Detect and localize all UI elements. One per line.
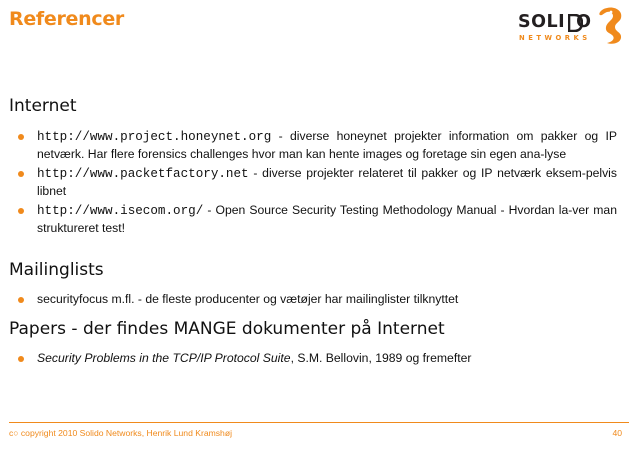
slide-title: Referencer (9, 8, 124, 30)
papers-list (37, 350, 617, 369)
list-item (37, 291, 617, 308)
list-item (37, 202, 617, 237)
logo-tagline: NETWORKS (519, 34, 591, 42)
footer-divider (9, 422, 629, 423)
reference-url[interactable]: http://www.project.honeynet.org (37, 130, 272, 144)
internet-list (37, 128, 617, 239)
bullet-icon (18, 208, 24, 214)
list-item (37, 165, 617, 200)
list-item-text: securityfocus m.fl. - de fleste producenter og vætøjer har mailinglister tilknyttet (37, 292, 459, 306)
bullet-icon (18, 171, 24, 177)
mailinglists-list (37, 291, 617, 310)
paper-title: Security Problems in the TCP/IP Protocol Suite (37, 351, 291, 365)
logo-wordmark: SOLI O (518, 12, 592, 32)
bullet-icon (18, 297, 24, 303)
solido-networks-logo (517, 6, 629, 46)
section-heading-papers: Papers - der findes MANGE dokumenter på Internet (9, 319, 445, 339)
bullet-icon (18, 356, 24, 362)
reference-description: - diverse projekter relateret til pakker og IP netværk eksem-pelvis libnet (37, 166, 617, 198)
logo-d-glyph (568, 14, 583, 32)
list-item (37, 350, 617, 367)
paper-citation: , S.M. Bellovin, 1989 og fremefter (290, 351, 472, 365)
section-heading-internet: Internet (9, 96, 77, 116)
reference-url[interactable]: http://www.isecom.org/ (37, 204, 204, 218)
section-heading-mailinglists: Mailinglists (9, 260, 104, 280)
seahorse-logo-icon (593, 6, 627, 46)
reference-description: - diverse honeynet projekter information om pakker og IP netværk. Har flere forensics challenges hvor man kan hente images og foretage sin egen ana-lyse (37, 129, 617, 161)
reference-description: - Open Source Security Testing Methodology Manual - Hvordan la-ver man struktureret test! (37, 203, 617, 235)
list-item (37, 128, 617, 163)
reference-url[interactable]: http://www.packetfactory.net (37, 167, 249, 181)
page-number: 40 (612, 428, 622, 438)
bullet-icon (18, 134, 24, 140)
footer (9, 428, 622, 438)
footer-copyright: c○ copyright 2010 Solido Networks, Henrik Lund Kramshøj (9, 428, 232, 438)
